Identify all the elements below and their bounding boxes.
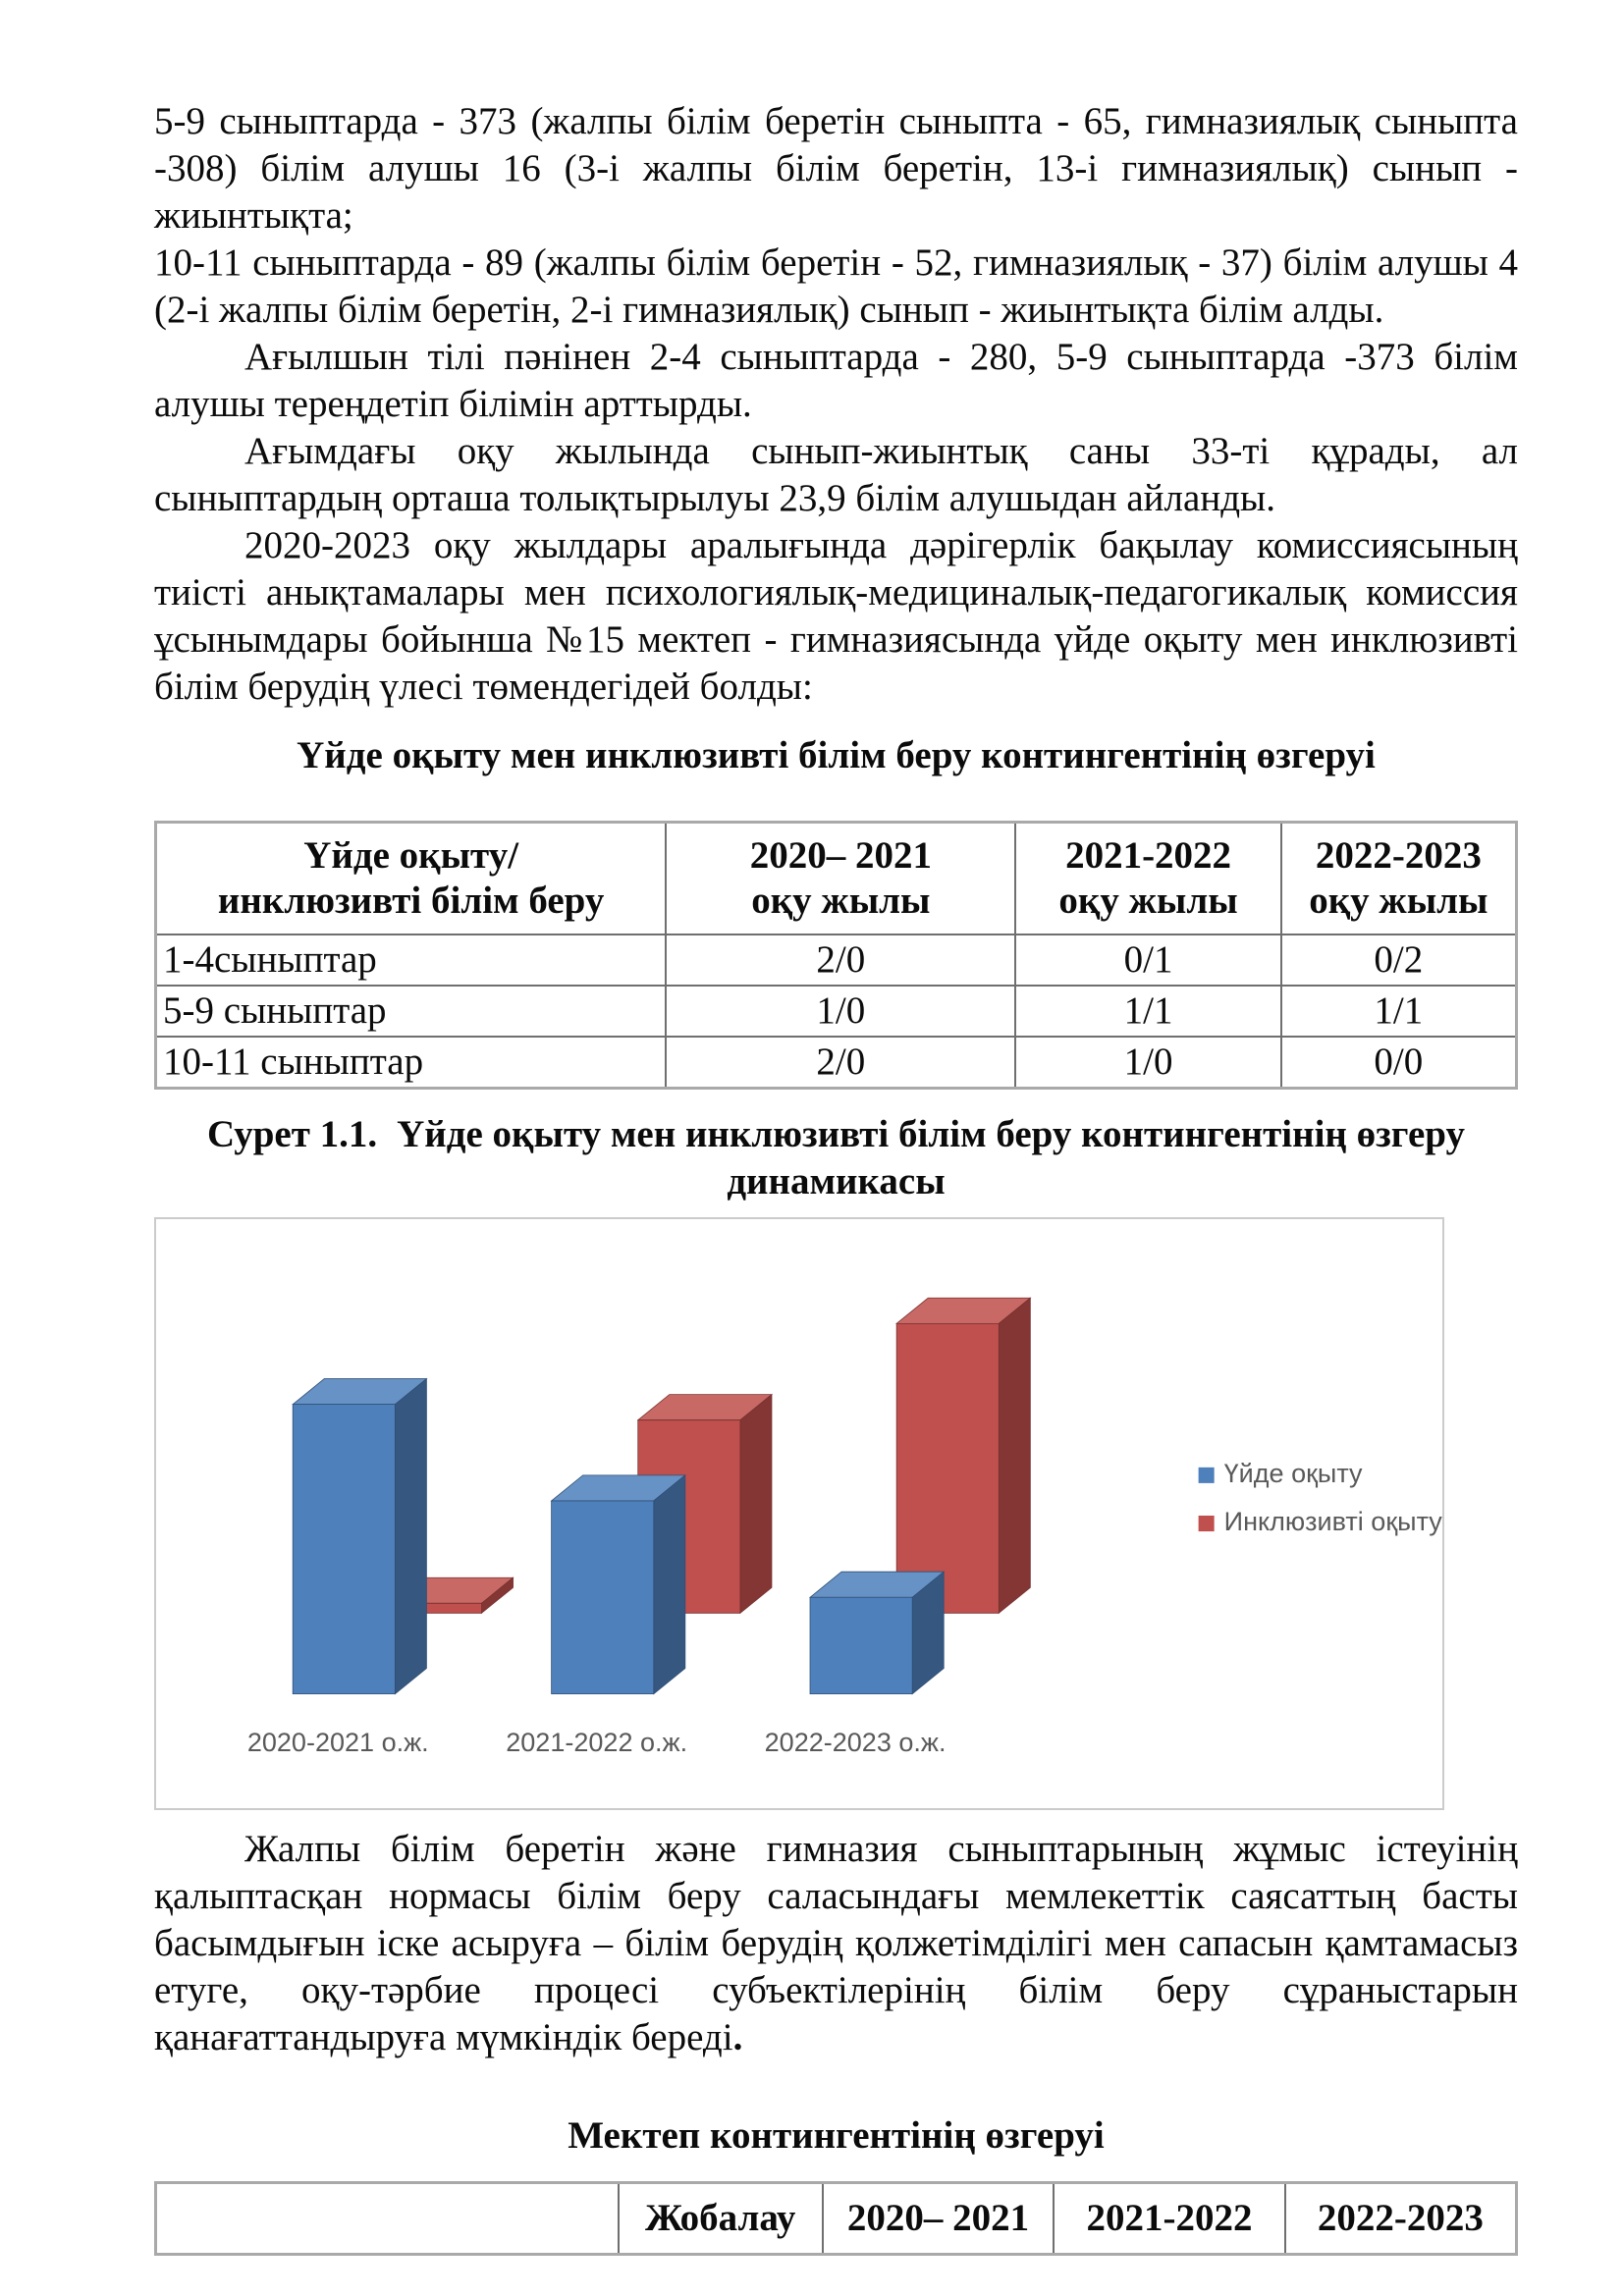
- bar-Үйде оқыту-2020-2021 о.ж.: [293, 1379, 426, 1694]
- figure-title-line2: динамикасы: [727, 1160, 946, 1202]
- column-header-2020-2021: 2020– 2021 оқу жылы: [666, 823, 1015, 935]
- column-header-category: Үйде оқыту/ инклюзивті білім беру: [156, 823, 667, 935]
- legend-label-home-education: Үйде оқыту: [1223, 1458, 1363, 1488]
- row-label: 10-11 сыныптар: [156, 1037, 667, 1089]
- column-header-2021-2022: 2021-2022: [1054, 2183, 1285, 2255]
- bar-Үйде оқыту-2021-2022 о.ж.: [552, 1475, 685, 1694]
- section-heading-contingent-change: Үйде оқыту мен инклюзивті білім беру контингентінің өзгеруі: [297, 734, 1376, 776]
- cell-value: 1/0: [1015, 1037, 1280, 1089]
- bar-chart-frame: [154, 1217, 1444, 1810]
- table-row-grades-5-9: [156, 986, 1517, 1037]
- x-axis-label-2020-2021: 2020-2021 о.ж.: [246, 1727, 429, 1757]
- column-header-projection: Жобалау: [619, 2183, 823, 2255]
- cell-value: 1/1: [1281, 986, 1517, 1037]
- bar-Инклюзивті оқыту-2022-2023 о.ж.: [896, 1298, 1030, 1613]
- column-header-2021-2022: 2021-2022 оқу жылы: [1015, 823, 1280, 935]
- table-row-grades-1-4: [156, 934, 1517, 986]
- column-header-2022-2023: 2022-2023 оқу жылы: [1281, 823, 1517, 935]
- chart-bars: [293, 1298, 1030, 1693]
- paragraph-5-9-classes: 5-9 сыныптарда - 373 (жалпы білім беретін сыныпта - 65, гимназиялық сыныпта -308) білім алушы 16 (3-і жалпы білім беретін, 13-і гимназиялық) сынып - жиынтықта;: [154, 100, 1518, 237]
- home-inclusive-education-table: [154, 821, 1518, 1090]
- x-axis-label-2022-2023: 2022-2023 о.ж.: [764, 1727, 947, 1757]
- figure-number: Сурет 1.1.: [207, 1113, 378, 1155]
- paragraph-current-year: Ағымдағы оқу жылында сынып-жиынтық саны 33-ті құрады, ал сыныптардың орташа толықтырылуы 23,9 білім алушыдан айланды.: [154, 430, 1518, 519]
- row-label: 1-4сыныптар: [156, 934, 667, 986]
- cell-value: 0/2: [1281, 934, 1517, 986]
- cell-value: 0/0: [1281, 1037, 1517, 1089]
- paragraph-english-subject: Ағылшын тілі пәнінен 2-4 сыныптарда - 280, 5-9 сыныптарда -373 білім алушы тереңдетіп білімін арттырды.: [154, 336, 1518, 425]
- column-header-empty: [156, 2183, 619, 2255]
- closing-paragraph-bold-tail: .: [732, 2016, 743, 2058]
- closing-paragraph: Жалпы білім беретін және гимназия сыныптарының жұмыс істеуінің қалыптасқан нормасы білім беру саласындағы мемлекеттік саясаттың басты басымдығын іске асыруға – білім берудің қолжетімділігі мен сапасын қамтамасыз етуге, оқу-тәрбие процесі субъектілерінің білім беру сұраныстарын қанағаттандыруға мүмкіндік береді.: [154, 1828, 1518, 2058]
- cell-value: 1/1: [1015, 986, 1280, 1037]
- table2-header-row: [156, 2183, 1517, 2255]
- legend-swatch-home-education: [1199, 1468, 1215, 1483]
- row-label: 5-9 сыныптар: [156, 986, 667, 1037]
- table-row-grades-10-11: [156, 1037, 1517, 1089]
- cell-value: 1/0: [666, 986, 1015, 1037]
- cell-value: 0/1: [1015, 934, 1280, 986]
- cell-value: 2/0: [666, 934, 1015, 986]
- column-header-2022-2023: 2022-2023: [1285, 2183, 1517, 2255]
- legend-label-inclusive-education: Инклюзивті оқыту: [1223, 1507, 1442, 1537]
- figure-title-line1: Үйде оқыту мен инклюзивті білім беру контингентінің өзгеру: [397, 1113, 1465, 1155]
- school-contingent-table: [154, 2181, 1518, 2256]
- section-heading-school-contingent: Мектеп контингентінің өзгеруі: [568, 2114, 1105, 2157]
- bar-Үйде оқыту-2022-2023 о.ж.: [810, 1572, 944, 1693]
- table-header-row: [156, 823, 1517, 935]
- paragraph-10-11-classes: 10-11 сыныптарда - 89 (жалпы білім беретін - 52, гимназиялық - 37) білім алушы 4 (2-і жалпы білім беретін, 2-і гимназиялық) сынып - жиынтықта білім алды.: [154, 241, 1518, 331]
- column-header-2020-2021: 2020– 2021: [823, 2183, 1055, 2255]
- figure-caption: [154, 1111, 1518, 1205]
- chart-legend: [1199, 1459, 1442, 1536]
- bar-chart: [156, 1219, 1442, 1808]
- legend-swatch-inclusive-education: [1199, 1516, 1215, 1531]
- x-axis-label-2021-2022: 2021-2022 о.ж.: [506, 1727, 688, 1757]
- cell-value: 2/0: [666, 1037, 1015, 1089]
- paragraph-2020-2023: 2020-2023 оқу жылдары аралығында дәрігерлік бақылау комиссиясының тиісті анықтамалары мен психологиялық-медициналық-педагогикалық комиссия ұсынымдары бойынша №15 мектеп - гимназиясында үйде оқыту мен инклюзивті білім берудің үлесі төмендегідей болды:: [154, 524, 1518, 708]
